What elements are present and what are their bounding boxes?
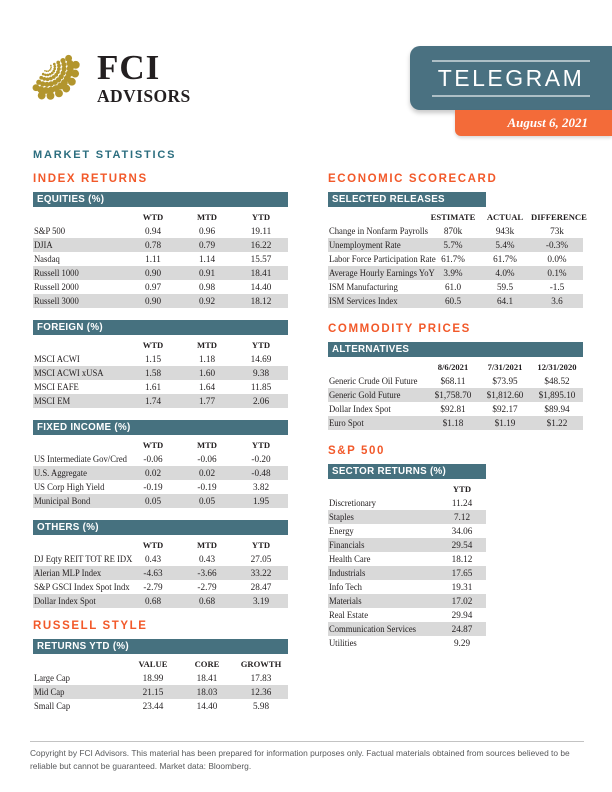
table-row xyxy=(328,238,583,252)
cell-value: 2.06 xyxy=(252,396,270,406)
column-header: YTD xyxy=(251,211,271,222)
cell-value: 1.74 xyxy=(144,396,162,406)
right-column xyxy=(328,173,587,665)
row-label: S&P GSCI Index Spot Indx xyxy=(33,582,130,592)
row-label: DJ Eqty REIT TOT RE IDX xyxy=(33,554,133,564)
row-label: Unemployment Rate xyxy=(328,240,401,250)
row-label: Russell 1000 xyxy=(33,268,79,278)
table-row xyxy=(33,480,288,494)
cell-value: $1.22 xyxy=(546,418,568,428)
cell-value: 61.7% xyxy=(441,254,465,264)
cell-value: 29.54 xyxy=(451,540,473,550)
cell-value: 5.7% xyxy=(443,240,463,250)
table-row xyxy=(33,685,288,699)
table-row xyxy=(33,552,288,566)
row-label: Info Tech xyxy=(328,582,363,592)
row-label: Financials xyxy=(328,540,365,550)
row-label: Health Care xyxy=(328,554,371,564)
cell-value: 9.29 xyxy=(453,638,471,648)
cell-value: 0.91 xyxy=(198,268,216,278)
cell-value: 1.60 xyxy=(198,368,216,378)
section-title-economic-scorecard: ECONOMIC SCORECARD xyxy=(328,173,498,185)
cell-value: 0.78 xyxy=(144,240,162,250)
cell-value: 33.22 xyxy=(250,568,272,578)
cell-value: 0.02 xyxy=(198,468,216,478)
cell-value: 29.94 xyxy=(451,610,473,620)
column-header-row xyxy=(33,537,288,552)
cell-value: 18.41 xyxy=(250,268,272,278)
column-header-row xyxy=(33,656,288,671)
cell-value: 0.97 xyxy=(144,282,162,292)
cell-value: 12.36 xyxy=(250,687,272,697)
cell-value: 18.12 xyxy=(451,554,473,564)
table-row xyxy=(33,566,288,580)
cell-value: -0.19 xyxy=(197,482,217,492)
table-title-bar: OTHERS (%) xyxy=(33,520,288,535)
table-row xyxy=(33,394,288,408)
cell-value: 59.5 xyxy=(496,282,514,292)
cell-value: -3.66 xyxy=(197,568,217,578)
cell-value: $92.17 xyxy=(492,404,518,414)
sector-returns-table xyxy=(328,464,583,650)
row-label: MSCI EAFE xyxy=(33,382,79,392)
row-label: Staples xyxy=(328,512,354,522)
table-row xyxy=(328,552,486,566)
column-header: DIFFERENCE xyxy=(531,211,587,222)
table-row xyxy=(328,252,583,266)
column-header: MTD xyxy=(196,211,218,222)
column-header: CORE xyxy=(194,658,220,669)
table-row xyxy=(328,294,583,308)
column-header-row xyxy=(328,359,583,374)
row-label: Discretionary xyxy=(328,498,376,508)
row-label: Mid Cap xyxy=(33,687,65,697)
cell-value: 3.82 xyxy=(252,482,270,492)
cell-value: $1,895.10 xyxy=(538,390,576,400)
column-header: ESTIMATE xyxy=(430,211,476,222)
table-title-bar: EQUITIES (%) xyxy=(33,192,288,207)
cell-value: 1.14 xyxy=(198,254,216,264)
russell-returns-table xyxy=(33,639,288,713)
cell-value: 4.0% xyxy=(495,268,515,278)
cell-value: 5.98 xyxy=(252,701,270,711)
cell-value: -2.79 xyxy=(197,582,217,592)
table-row xyxy=(33,266,288,280)
cell-value: -2.79 xyxy=(143,582,163,592)
column-header: WTD xyxy=(142,439,164,450)
cell-value: $1,758.70 xyxy=(434,390,472,400)
column-header-row xyxy=(328,481,486,496)
cell-value: 1.15 xyxy=(144,354,162,364)
cell-value: 64.1 xyxy=(496,296,514,306)
cell-value: 17.02 xyxy=(451,596,473,606)
cell-value: 943k xyxy=(495,226,515,236)
table-title-bar: SECTOR RETURNS (%) xyxy=(328,464,486,479)
cell-value: 28.47 xyxy=(250,582,272,592)
cell-value: 3.9% xyxy=(443,268,463,278)
cell-value: 1.61 xyxy=(144,382,162,392)
table-row xyxy=(328,594,486,608)
cell-value: 18.03 xyxy=(196,687,218,697)
column-header: 8/6/2021 xyxy=(437,361,469,372)
column-header: MTD xyxy=(196,439,218,450)
column-header: MTD xyxy=(196,339,218,350)
section-title-russell-style: RUSSELL STYLE xyxy=(33,620,148,632)
cell-value: -0.20 xyxy=(251,454,271,464)
row-label: Change in Nonfarm Payrolls xyxy=(328,226,429,236)
section-title-index-returns: INDEX RETURNS xyxy=(33,173,148,185)
cell-value: 0.79 xyxy=(198,240,216,250)
cell-value: 0.90 xyxy=(144,296,162,306)
table-row xyxy=(328,524,486,538)
row-label: Dollar Index Spot xyxy=(328,404,391,414)
banner-rule-top xyxy=(432,60,590,62)
table-row xyxy=(33,294,288,308)
cell-value: 0.90 xyxy=(144,268,162,278)
table-row xyxy=(33,671,288,685)
row-label: Energy xyxy=(328,526,354,536)
table-row xyxy=(33,252,288,266)
cell-value: 14.69 xyxy=(250,354,272,364)
cell-value: 17.65 xyxy=(451,568,473,578)
row-label: Euro Spot xyxy=(328,418,364,428)
section-title-commodity-prices: COMMODITY PRICES xyxy=(328,323,471,335)
cell-value: 21.15 xyxy=(142,687,164,697)
table-row xyxy=(328,374,583,388)
selected-releases-table xyxy=(328,192,587,308)
column-header: 7/31/2021 xyxy=(487,361,523,372)
table-row xyxy=(33,466,288,480)
table-title-bar: SELECTED RELEASES xyxy=(328,192,486,207)
cell-value: 0.98 xyxy=(198,282,216,292)
column-header: WTD xyxy=(142,539,164,550)
row-label: Generic Gold Future xyxy=(328,390,401,400)
cell-value: 0.1% xyxy=(547,268,567,278)
table-row xyxy=(33,494,288,508)
cell-value: 14.40 xyxy=(250,282,272,292)
cell-value: -1.5 xyxy=(549,282,565,292)
column-header: YTD xyxy=(452,483,472,494)
banner-rule-bottom xyxy=(432,95,590,97)
row-label: Russell 3000 xyxy=(33,296,79,306)
row-label: Industrials xyxy=(328,568,366,578)
cell-value: 1.58 xyxy=(144,368,162,378)
cell-value: 16.22 xyxy=(250,240,272,250)
fixed-income-table xyxy=(33,420,288,508)
equities-table xyxy=(33,192,288,308)
row-label: Dollar Index Spot xyxy=(33,596,96,606)
cell-value: 0.68 xyxy=(198,596,216,606)
cell-value: -0.48 xyxy=(251,468,271,478)
cell-value: 870k xyxy=(443,226,463,236)
row-label: Nasdaq xyxy=(33,254,60,264)
table-row xyxy=(328,266,583,280)
cell-value: 60.5 xyxy=(444,296,462,306)
column-header: 12/31/2020 xyxy=(537,361,577,372)
cell-value: 0.05 xyxy=(198,496,216,506)
cell-value: 24.87 xyxy=(451,624,473,634)
column-header-row xyxy=(33,437,288,452)
brand-name-line1: FCI xyxy=(97,48,161,87)
table-row xyxy=(33,380,288,394)
table-row xyxy=(328,636,486,650)
cell-value: -4.63 xyxy=(143,568,163,578)
cell-value: 0.68 xyxy=(144,596,162,606)
cell-value: $68.11 xyxy=(440,376,466,386)
table-title-bar: FIXED INCOME (%) xyxy=(33,420,288,435)
column-header-row xyxy=(328,209,587,224)
cell-value: $92.81 xyxy=(440,404,466,414)
cell-value: 1.11 xyxy=(145,254,161,264)
cell-value: 61.7% xyxy=(493,254,517,264)
table-row xyxy=(328,388,583,402)
column-header: GROWTH xyxy=(240,658,282,669)
table-row xyxy=(33,366,288,380)
cell-value: $1.19 xyxy=(494,418,516,428)
row-label: S&P 500 xyxy=(33,226,66,236)
row-label: Communication Services xyxy=(328,624,417,634)
row-label: Labor Force Participation Rate xyxy=(328,254,436,264)
cell-value: $48.52 xyxy=(544,376,570,386)
alternatives-table xyxy=(328,342,583,430)
table-row xyxy=(33,352,288,366)
cell-value: 18.99 xyxy=(142,673,164,683)
table-row xyxy=(33,238,288,252)
cell-value: 7.12 xyxy=(453,512,471,522)
cell-value: 3.19 xyxy=(252,596,270,606)
table-row xyxy=(328,496,486,510)
column-header: VALUE xyxy=(138,658,168,669)
row-label: Real Estate xyxy=(328,610,369,620)
cell-value: 61.0 xyxy=(444,282,462,292)
table-row xyxy=(328,510,486,524)
table-row xyxy=(328,416,583,430)
row-label: DJIA xyxy=(33,240,53,250)
cell-value: 18.12 xyxy=(250,296,272,306)
column-header-row xyxy=(33,337,288,352)
cell-value: 14.40 xyxy=(196,701,218,711)
row-label: Utilities xyxy=(328,638,357,648)
row-label: MSCI ACWI xyxy=(33,354,80,364)
cell-value: -0.3% xyxy=(545,240,569,250)
cell-value: 1.18 xyxy=(198,354,216,364)
cell-value: 0.02 xyxy=(144,468,162,478)
footer-disclaimer: Copyright by FCI Advisors. This material has been prepared for information purposes only. Factual materials obtained from sources believed to be reliable but cannot be guaranteed. Market data: Bloomberg. xyxy=(30,741,584,772)
page-title: MARKET STATISTICS xyxy=(33,149,177,161)
row-label: ISM Manufacturing xyxy=(328,282,398,292)
report-date-banner: August 6, 2021 xyxy=(455,110,612,136)
table-row xyxy=(328,224,583,238)
cell-value: 1.64 xyxy=(198,382,216,392)
cell-value: 0.92 xyxy=(198,296,216,306)
cell-value: 0.94 xyxy=(144,226,162,236)
row-label: Materials xyxy=(328,596,362,606)
row-label: Average Hourly Earnings YoY xyxy=(328,268,435,278)
cell-value: 15.57 xyxy=(250,254,272,264)
column-header: ACTUAL xyxy=(486,211,524,222)
cell-value: 18.41 xyxy=(196,673,218,683)
fci-logo-text xyxy=(97,48,191,107)
telegram-banner xyxy=(410,46,612,110)
cell-value: $73.95 xyxy=(492,376,518,386)
column-header: YTD xyxy=(251,539,271,550)
row-label: Generic Crude Oil Future xyxy=(328,376,418,386)
table-row xyxy=(328,608,486,622)
cell-value: 5.4% xyxy=(495,240,515,250)
row-label: MSCI ACWI xUSA xyxy=(33,368,104,378)
table-row xyxy=(33,699,288,713)
cell-value: 0.43 xyxy=(144,554,162,564)
column-header: WTD xyxy=(142,339,164,350)
cell-value: $89.94 xyxy=(544,404,570,414)
column-header: WTD xyxy=(142,211,164,222)
cell-value: -0.06 xyxy=(143,454,163,464)
cell-value: 1.95 xyxy=(252,496,270,506)
cell-value: 11.85 xyxy=(250,382,272,392)
row-label: Municipal Bond xyxy=(33,496,91,506)
fci-advisors-logo xyxy=(32,48,191,117)
table-row xyxy=(328,402,583,416)
cell-value: 0.43 xyxy=(198,554,216,564)
foreign-table xyxy=(33,320,288,408)
cell-value: 23.44 xyxy=(142,701,164,711)
table-row xyxy=(328,566,486,580)
row-label: US Corp High Yield xyxy=(33,482,105,492)
cell-value: 0.0% xyxy=(547,254,567,264)
cell-value: 1.77 xyxy=(198,396,216,406)
cell-value: 34.06 xyxy=(451,526,473,536)
cell-value: 27.05 xyxy=(250,554,272,564)
cell-value: 17.83 xyxy=(250,673,272,683)
table-row xyxy=(328,622,486,636)
table-row xyxy=(33,280,288,294)
table-row xyxy=(328,280,583,294)
row-label: Small Cap xyxy=(33,701,71,711)
cell-value: $1,812.60 xyxy=(486,390,524,400)
cell-value: -0.06 xyxy=(197,454,217,464)
cell-value: 9.38 xyxy=(252,368,270,378)
cell-value: 3.6 xyxy=(551,296,563,306)
cell-value: 0.96 xyxy=(198,226,216,236)
column-header-row xyxy=(33,209,288,224)
table-row xyxy=(33,594,288,608)
table-row xyxy=(33,452,288,466)
table-row xyxy=(33,580,288,594)
column-header: YTD xyxy=(251,339,271,350)
cell-value: $1.18 xyxy=(442,418,464,428)
cell-value: 73k xyxy=(550,226,564,236)
others-table xyxy=(33,520,288,608)
left-column xyxy=(33,173,288,725)
column-header: MTD xyxy=(196,539,218,550)
cell-value: 19.11 xyxy=(250,226,272,236)
row-label: US Intermediate Gov/Cred xyxy=(33,454,127,464)
column-header: YTD xyxy=(251,439,271,450)
banner-title: TELEGRAM xyxy=(437,64,585,91)
cell-value: 11.24 xyxy=(451,498,473,508)
section-title-sp500: S&P 500 xyxy=(328,445,386,457)
row-label: ISM Services Index xyxy=(328,296,398,306)
cell-value: 0.05 xyxy=(144,496,162,506)
cell-value: 19.31 xyxy=(451,582,473,592)
table-title-bar: ALTERNATIVES xyxy=(328,342,583,357)
table-row xyxy=(33,224,288,238)
brand-name-line2: ADVISORS xyxy=(97,85,191,106)
table-title-bar: RETURNS YTD (%) xyxy=(33,639,288,654)
row-label: MSCI EM xyxy=(33,396,71,406)
table-row xyxy=(328,538,486,552)
table-row xyxy=(328,580,486,594)
row-label: Large Cap xyxy=(33,673,70,683)
fci-globe-icon xyxy=(32,52,88,117)
table-title-bar: FOREIGN (%) xyxy=(33,320,288,335)
row-label: Russell 2000 xyxy=(33,282,79,292)
row-label: Alerian MLP Index xyxy=(33,568,102,578)
cell-value: -0.19 xyxy=(143,482,163,492)
row-label: U.S. Aggregate xyxy=(33,468,87,478)
